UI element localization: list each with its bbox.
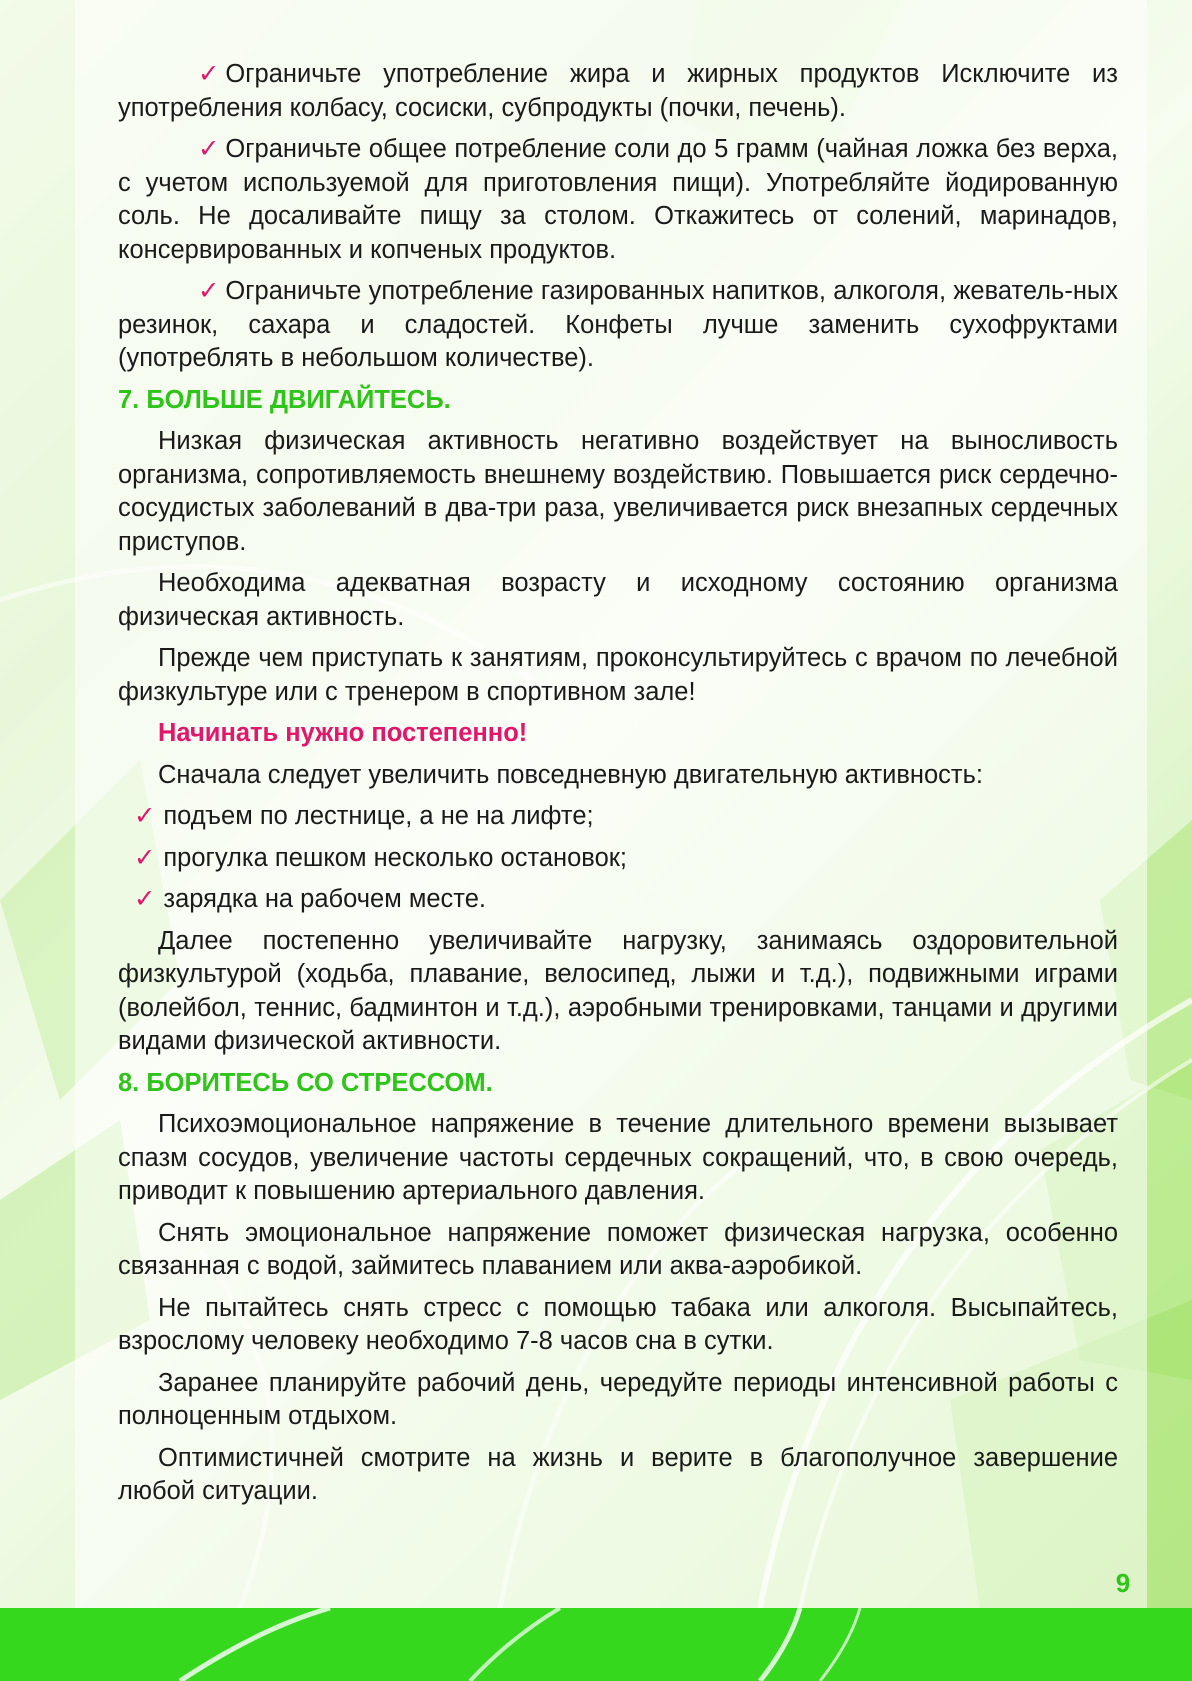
list-item: ✓ подъем по лестнице, а не на лифте; [118, 800, 1118, 834]
section-heading-7: 7. БОЛЬШЕ ДВИГАЙТЕСЬ. [118, 385, 451, 414]
paragraph-sugar: ✓ Ограничьте употребление газированных напитков, алкоголя, жеватель-ных резинок, сахара и сладостей. Конфеты лучше заменить сухофруктами (употреблять в небольшом количестве). [118, 277, 1118, 372]
paragraph: Не пытайтесь снять стресс с помощью табака или алкоголя. Высыпайтесь, взрослому человеку необходимо 7-8 часов сна в сутки. [118, 1293, 1118, 1355]
paragraph: Сначала следует увеличить повседневную двигательную активность: [158, 760, 983, 789]
list-item: ✓ зарядка на рабочем месте. [118, 883, 1118, 917]
bar-swooshes [0, 1608, 1192, 1681]
paragraph: Психоэмоциональное напряжение в течение длительного времени вызывает спазм сосудов, увеличение частоты сердечных сокращений, что, в свою очередь, приводит к повышению артериального давления. [118, 1110, 1118, 1205]
checkmark-icon: ✓ [198, 277, 220, 305]
page-number: 9 [1115, 1568, 1131, 1598]
paragraph: Необходима адекватная возрасту и исходному состоянию организма физическая активность. [118, 569, 1118, 631]
paragraph-fat: ✓ Ограничьте употребление жира и жирных продуктов Исключите из употребления колбасу, сосиски, субпродукты (почки, печень). [118, 60, 1118, 122]
checkmark-icon: ✓ [198, 135, 220, 163]
paragraph: Оптимистичней смотрите на жизнь и верите в благополучное завершение любой ситуации. [118, 1443, 1118, 1505]
page-content [118, 58, 1118, 1509]
checkmark-icon: ✓ [198, 60, 220, 88]
paragraph: Снять эмоциональное напряжение поможет физическая нагрузка, особенно связанная с водой, займитесь плаванием или аква-аэробикой. [118, 1218, 1118, 1280]
accent-note: Начинать нужно постепенно! [158, 719, 528, 747]
paragraph: Прежде чем приступать к занятиям, проконсультируйтесь с врачом по лечебной физкультуре или с тренером в спортивном зале! [118, 644, 1118, 706]
checkmark-icon: ✓ [134, 843, 156, 872]
checkmark-icon: ✓ [134, 802, 156, 830]
paragraph-salt: ✓ Ограничьте общее потребление соли до 5 грамм (чайная ложка без верха, с учетом используемой для приготовления пищи). Употребляйте йодированную соль. Не досаливайте пищу за столом. Откажитесь от солений, маринадов, консервированных и копченых продуктов. [118, 135, 1118, 264]
list-item: ✓ прогулка пешком несколько остановок; [118, 842, 1118, 876]
bottom-green-bar [0, 1608, 1192, 1681]
paragraph: Далее постепенно увеличивайте нагрузку, занимаясь оздоровительной физкультурой (ходьба, плавание, велосипед, лыжи и т.д.), подвижными играми (волейбол, теннис, бадминтон и т.д.), аэробными тренировками, танцами и другими видами физической активности. [118, 926, 1118, 1055]
paragraph: Заранее планируйте рабочий день, чередуйте периоды интенсивной работы с полноценным отдыхом. [118, 1368, 1118, 1430]
section-heading-8: 8. БОРИТЕСЬ СО СТРЕССОМ. [118, 1068, 493, 1097]
checkmark-icon: ✓ [134, 885, 156, 913]
paragraph: Низкая физическая активность негативно воздействует на выносливость организма, сопротивляемость внешнему воздействию. Повышается риск сердечно-сосудистых заболеваний в два-три раза, увеличивается риск внезапных сердечных приступов. [118, 427, 1118, 556]
